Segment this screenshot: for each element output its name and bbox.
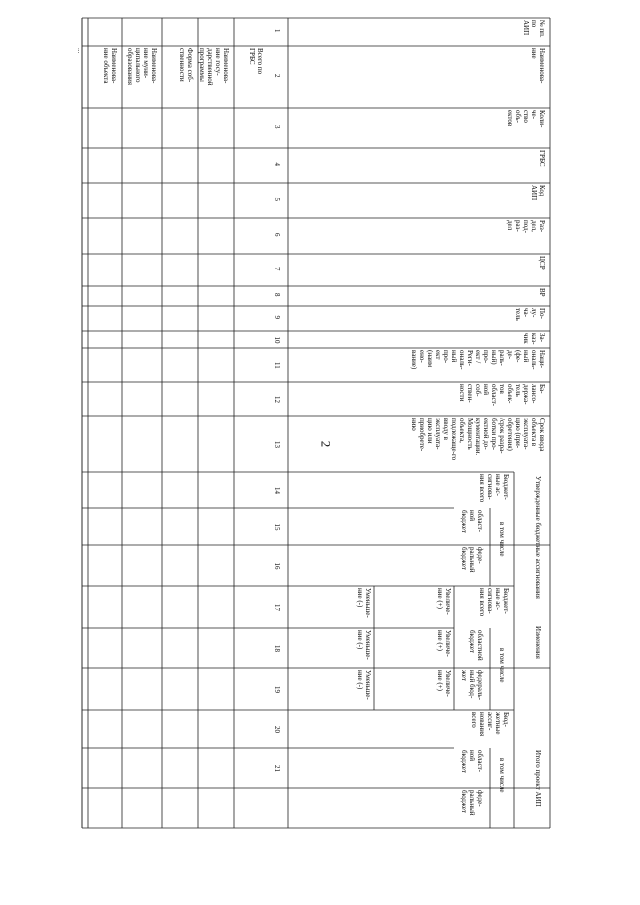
col-number-14: 14 — [273, 487, 281, 494]
header-col5: КодАИП — [530, 185, 546, 201]
header-col4: ГРБС — [538, 150, 546, 167]
header-approved-total: Бюджет-ные ас-сигнова-ния всего — [478, 474, 510, 503]
header-total-obl: област-нойбюджет — [460, 750, 484, 773]
col-number-7: 7 — [273, 267, 281, 271]
col-number-10: 10 — [273, 336, 281, 344]
header-changes-incl: в том числе — [498, 648, 506, 683]
aip-table — [76, 18, 550, 828]
header-col10: За-каз-чик — [522, 333, 546, 345]
header-col13: Срок вводаобъекта вэксплуата-цию (при-обретения)/срок разра-ботки про-ектной до-кументации.Мощностьобъекта,подлежаще-говводу вэксплуата-цию илиприобрете-нию — [410, 418, 546, 461]
header-changes-fed-increase: Увеличе-ние (+) — [436, 670, 452, 697]
row-label-1: Всего поГРБС — [248, 48, 264, 75]
col-number-17: 17 — [273, 604, 281, 611]
col-number-15: 15 — [273, 523, 281, 531]
header-total-incl: в том числе — [498, 758, 506, 793]
header-changes-fed: федераль-ный бюд-жет — [460, 670, 484, 700]
header-approved-obl: област-нойбюджет — [460, 510, 484, 533]
col-number-1: 1 — [273, 29, 281, 33]
header-group-total: Итого проект АИП — [534, 750, 542, 807]
table-grid — [76, 18, 550, 828]
header-col2: Наименова-ние — [530, 48, 546, 84]
header-changes-total: Бюджет-ные ас-сигнова-ния всего — [478, 588, 510, 617]
header-changes-fed-decrease: Уменьше-ние (-) — [356, 670, 372, 700]
header-col6: Раз-дел,под-раз-дел — [506, 220, 546, 233]
header-group-approved: Утвержденные бюджетные ассигнования — [534, 476, 542, 599]
row-label-3: Форма соб-ственности — [178, 48, 194, 83]
col-number-2: 2 — [273, 74, 281, 78]
header-changes-obl-increase: Увеличе-ние (+) — [436, 630, 452, 657]
header-changes-obl-decrease: Уменьше-ние (-) — [356, 630, 372, 660]
col-number-8: 8 — [273, 293, 281, 297]
header-col3: Коли-че-ствообъ-ектов — [506, 110, 546, 128]
col-number-21: 21 — [273, 765, 281, 772]
header-changes-obl: областнойбюджет — [468, 630, 484, 661]
col-number-13: 13 — [273, 441, 281, 448]
header-total-fed: феде-ральныйбюджет — [460, 790, 484, 816]
header-col12: Ба-лансо-держа-тельобъек-товобласт-нойсоб-ствен-ности — [458, 384, 546, 406]
col-number-12: 12 — [273, 396, 281, 403]
header-col11: Наци-ональ-ный(фе-де-раль-ный)про-ект /Реги-ональ-ныйпро-ект(наимено-вание) — [410, 350, 546, 370]
header-col1: № пп.поАИП — [522, 20, 546, 38]
page-number: 2 — [318, 440, 334, 448]
col-number-20: 20 — [273, 726, 281, 733]
header-approved-fed: феде-ральныйбюджет — [460, 547, 484, 573]
col-number-3: 3 — [273, 125, 281, 129]
col-number-6: 6 — [273, 233, 281, 237]
header-total-all: Бюд-жетныеассиг-нованиявсего — [470, 712, 510, 737]
header-changes-increase: Увеличе-ние (+) — [436, 588, 452, 615]
header-changes-decrease: Уменьше-ние (-) — [356, 588, 372, 618]
row-label-5: Наименова-ние объекта — [102, 48, 118, 84]
col-number-9: 9 — [273, 315, 281, 319]
col-number-19: 19 — [273, 686, 281, 693]
header-group-changes: Изменения — [534, 626, 542, 659]
row-label-6: ... — [76, 48, 84, 54]
header-col8: ВР — [538, 288, 546, 297]
header-col7: ЦСР — [538, 256, 546, 270]
col-number-18: 18 — [273, 645, 281, 652]
col-number-11: 11 — [273, 362, 281, 369]
row-label-4: Наименова-ние муни-ципальногообразования — [126, 48, 158, 85]
col-number-5: 5 — [273, 197, 281, 201]
row-label-2: Наименова-ние госу-дарственнойпрограммы — [198, 48, 230, 86]
header-col9: По-лу-ча-тель — [514, 308, 546, 321]
col-number-4: 4 — [273, 162, 281, 166]
col-number-16: 16 — [273, 562, 281, 570]
header-approved-incl: в том числе — [498, 522, 506, 557]
